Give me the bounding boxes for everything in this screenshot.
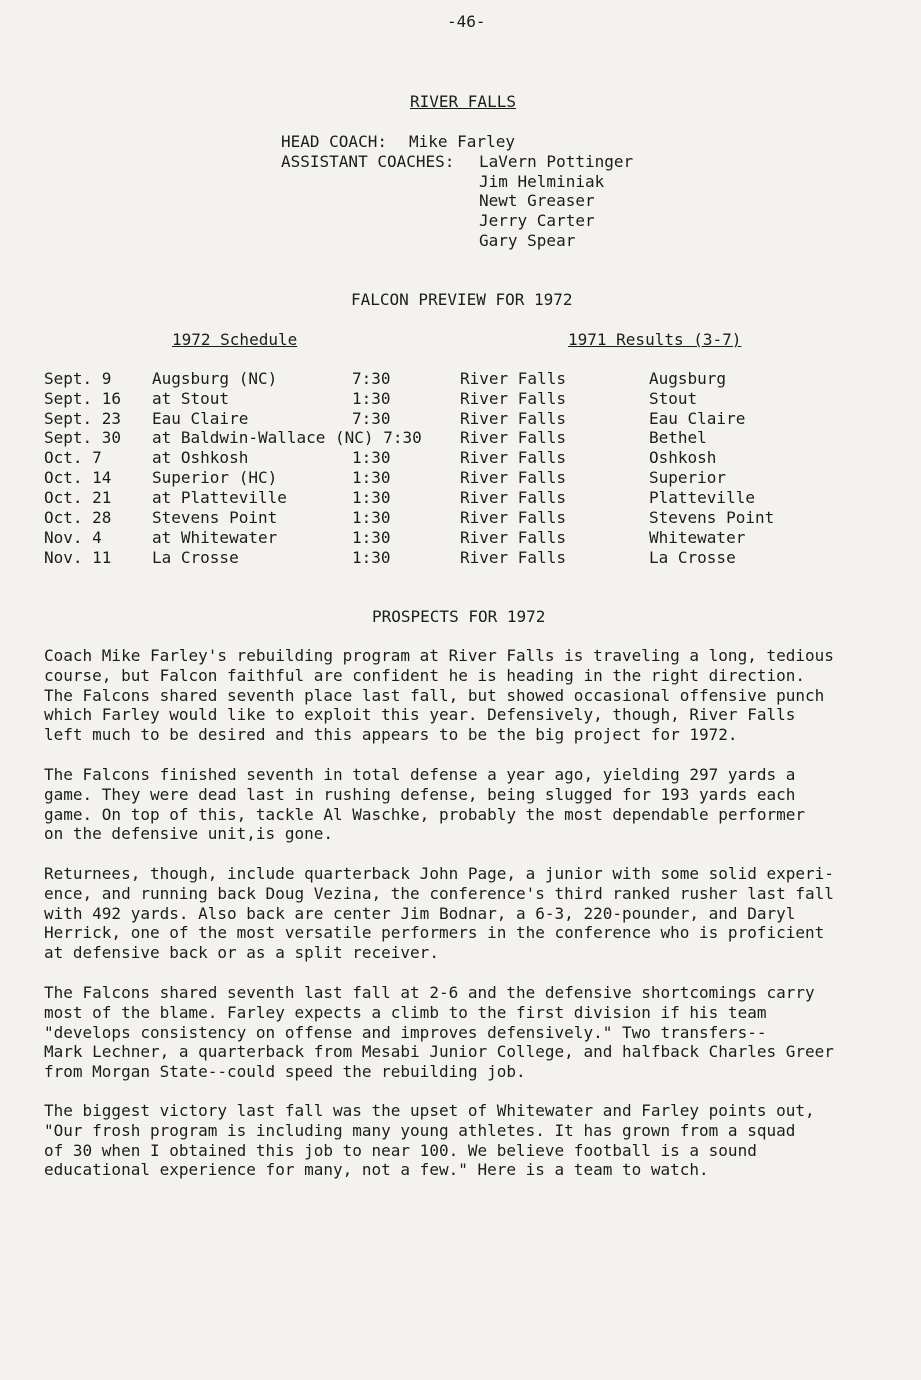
paragraph-line: of 30 when I obtained this job to near 100. We believe football is a sound: [44, 1140, 757, 1160]
result-team: River Falls: [460, 548, 566, 567]
schedule-opponent: Superior (HC): [152, 468, 278, 487]
assistant-coaches-label: ASSISTANT COACHES:: [281, 152, 455, 171]
assistant-coach: Jerry Carter: [479, 211, 595, 230]
schedule-opponent: at Baldwin-Wallace (NC) 7:30: [152, 428, 422, 447]
assistant-coach: LaVern Pottinger: [479, 152, 634, 171]
schedule-time: 1:30: [352, 548, 391, 567]
article-paragraph: [44, 983, 864, 1082]
result-opponent: La Crosse: [649, 548, 736, 567]
schedule-opponent: Augsburg (NC): [152, 369, 278, 388]
paragraph-line: educational experience for many, not a few." Here is a team to watch.: [44, 1160, 709, 1180]
schedule-date: Sept. 9: [44, 369, 112, 388]
paragraph-line: with 492 yards. Also back are center Jim Bodnar, a 6-3, 220-pounder, and Daryl: [44, 903, 796, 923]
results-heading: 1971 Results (3-7): [568, 330, 742, 349]
result-team: River Falls: [460, 468, 566, 487]
schedule-opponent: at Platteville: [152, 488, 287, 507]
schedule-time: 1:30: [352, 448, 391, 467]
paragraph-line: game. They were dead last in rushing defense, being slugged for 193 yards each: [44, 784, 796, 804]
paragraph-line: The biggest victory last fall was the upset of Whitewater and Farley points out,: [44, 1101, 815, 1120]
schedule-opponent: Eau Claire: [152, 409, 249, 428]
result-team: River Falls: [460, 428, 566, 447]
result-team: River Falls: [460, 528, 566, 547]
result-team: River Falls: [460, 369, 566, 388]
result-team: River Falls: [460, 448, 566, 467]
paragraph-line: game. On top of this, tackle Al Waschke, probably the most dependable performer: [44, 804, 805, 824]
schedule-opponent: at Whitewater: [152, 528, 278, 547]
article-paragraph: [44, 765, 864, 844]
assistant-coach: Gary Spear: [479, 231, 576, 250]
paragraph-line: on the defensive unit,is gone.: [44, 824, 333, 844]
paragraph-line: Returnees, though, include quarterback John Page, a junior with some solid experi-: [44, 864, 834, 883]
paragraph-line: The Falcons shared seventh place last fall, but showed occasional offensive punch: [44, 685, 825, 705]
schedule-time: 1:30: [352, 468, 391, 487]
page-number: -46-: [447, 12, 486, 31]
assistant-coach: Jim Helminiak: [479, 172, 605, 191]
paragraph-line: The Falcons shared seventh last fall at 2-6 and the defensive shortcomings carry: [44, 983, 815, 1002]
paragraph-line: at defensive back or as a split receiver.: [44, 943, 439, 963]
team-title: RIVER FALLS: [410, 92, 516, 111]
schedule-time: 1:30: [352, 488, 391, 507]
schedule-opponent: at Stout: [152, 389, 230, 408]
result-opponent: Platteville: [649, 488, 755, 507]
result-opponent: Superior: [649, 468, 727, 487]
paragraph-line: "develops consistency on offense and improves defensively." Two transfers--: [44, 1022, 767, 1042]
result-team: River Falls: [460, 409, 566, 428]
result-team: River Falls: [460, 488, 566, 507]
schedule-date: Oct. 14: [44, 468, 112, 487]
schedule-date: Oct. 7: [44, 448, 102, 467]
schedule-time: 1:30: [352, 389, 391, 408]
paragraph-line: left much to be desired and this appears to be the big project for 1972.: [44, 725, 738, 745]
result-opponent: Stout: [649, 389, 698, 408]
schedule-date: Oct. 28: [44, 508, 112, 527]
paragraph-line: The Falcons finished seventh in total defense a year ago, yielding 297 yards a: [44, 765, 796, 784]
preview-heading: FALCON PREVIEW FOR 1972: [351, 290, 573, 309]
article-paragraph: [44, 1101, 864, 1180]
paragraph-line: Herrick, one of the most versatile performers in the conference who is proficient: [44, 923, 825, 943]
paragraph-line: Coach Mike Farley's rebuilding program at River Falls is traveling a long, tedious: [44, 646, 834, 665]
result-opponent: Whitewater: [649, 528, 746, 547]
schedule-date: Oct. 21: [44, 488, 112, 507]
schedule-opponent: La Crosse: [152, 548, 239, 567]
result-opponent: Eau Claire: [649, 409, 746, 428]
schedule-time: 7:30: [352, 369, 391, 388]
prospects-heading: PROSPECTS FOR 1972: [372, 607, 546, 626]
paragraph-line: ence, and running back Doug Vezina, the conference's third ranked rusher last fall: [44, 883, 834, 903]
schedule-heading: 1972 Schedule: [172, 330, 298, 349]
schedule-time: 1:30: [352, 528, 391, 547]
assistant-coach: Newt Greaser: [479, 191, 595, 210]
schedule-time: 7:30: [352, 409, 391, 428]
paragraph-line: from Morgan State--could speed the rebuilding job.: [44, 1062, 526, 1082]
result-opponent: Bethel: [649, 428, 707, 447]
article-paragraph: [44, 646, 864, 745]
paragraph-line: course, but Falcon faithful are confident he is heading in the right direction.: [44, 665, 805, 685]
schedule-date: Sept. 16: [44, 389, 122, 408]
paragraph-line: "Our frosh program is including many young athletes. It has grown from a squad: [44, 1120, 796, 1140]
schedule-opponent: at Oshkosh: [152, 448, 249, 467]
paragraph-line: most of the blame. Farley expects a climb to the first division if his team: [44, 1002, 767, 1022]
head-coach-label: HEAD COACH:: [281, 132, 387, 151]
head-coach-name: Mike Farley: [409, 132, 515, 151]
paragraph-line: which Farley would like to exploit this year. Defensively, though, River Falls: [44, 705, 796, 725]
result-team: River Falls: [460, 389, 566, 408]
result-opponent: Oshkosh: [649, 448, 717, 467]
schedule-date: Sept. 30: [44, 428, 122, 447]
result-opponent: Stevens Point: [649, 508, 775, 527]
article-paragraph: [44, 864, 864, 963]
schedule-date: Nov. 11: [44, 548, 112, 567]
result-team: River Falls: [460, 508, 566, 527]
schedule-opponent: Stevens Point: [152, 508, 278, 527]
result-opponent: Augsburg: [649, 369, 727, 388]
paragraph-line: Mark Lechner, a quarterback from Mesabi Junior College, and halfback Charles Greer: [44, 1042, 834, 1062]
schedule-date: Nov. 4: [44, 528, 102, 547]
schedule-date: Sept. 23: [44, 409, 122, 428]
schedule-time: 1:30: [352, 508, 391, 527]
